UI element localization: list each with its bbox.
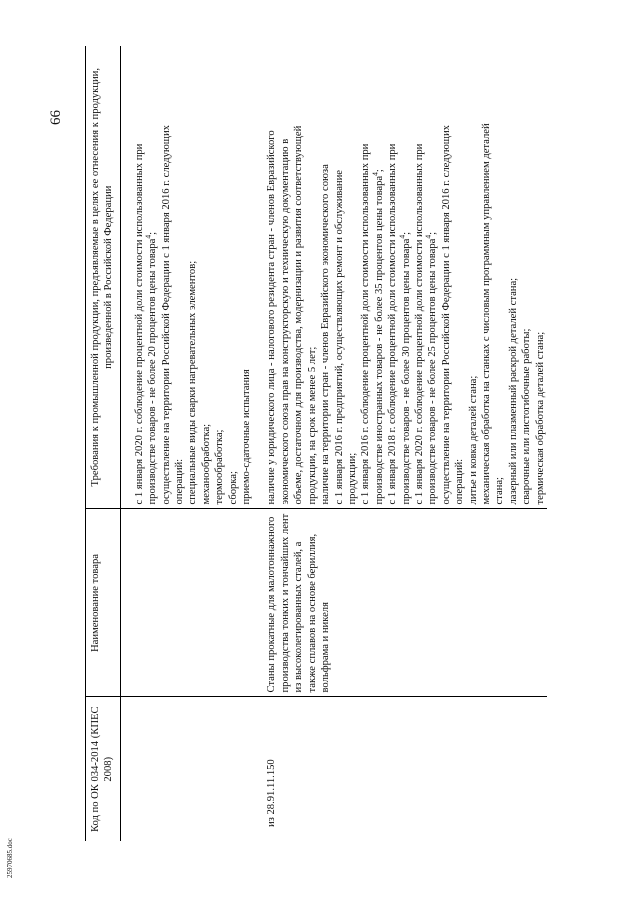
requirement-text: механообработка; <box>200 423 212 505</box>
requirement-line <box>440 50 453 505</box>
table-header-row <box>86 46 121 841</box>
requirement-text: лазерный или плазменный раскрой деталей стана; <box>507 277 519 505</box>
requirement-text: с 1 января 2018 г. соблюдение процентной доли стоимости использованных при <box>387 143 399 505</box>
requirement-line <box>520 50 533 505</box>
requirement-line <box>200 50 213 505</box>
cell-goods-name <box>133 509 254 697</box>
footnote-marker: 4 <box>143 234 153 239</box>
requirement-line <box>186 50 199 505</box>
requirement-line <box>386 50 399 505</box>
cell-code <box>133 697 254 841</box>
requirement-line <box>346 50 359 505</box>
requirement-line <box>173 50 186 505</box>
requirement-text: производстве иностранных товаров - не более 35 процентов цены товара <box>373 175 385 505</box>
table-row <box>133 46 254 841</box>
cell-requirements <box>133 46 254 509</box>
requirement-text: специальные виды сварки нагревательных элементов; <box>187 260 199 505</box>
requirement-text: объеме, достаточном для производства, модернизации и развития соответствующей <box>293 125 305 505</box>
requirement-line <box>534 50 547 505</box>
requirement-line <box>333 50 346 505</box>
requirement-text: стана; <box>494 477 506 505</box>
row-spacer <box>120 46 133 841</box>
requirement-line <box>467 50 480 505</box>
footnote-marker: 4 <box>423 234 433 239</box>
requirement-text: осуществление на территории Российской Федерации с 1 января 2016 г. следующих <box>160 125 172 505</box>
requirement-line <box>453 50 466 505</box>
cell-code: из 28.91.11.150 <box>266 759 278 827</box>
requirement-text: операций: <box>454 458 466 505</box>
footnote-marker: 4 <box>397 234 406 239</box>
requirement-line <box>240 50 253 505</box>
table-row <box>265 46 547 841</box>
requirement-text: термическая обработка деталей стана; <box>534 331 546 505</box>
requirement-line <box>413 50 426 505</box>
header-name: Наименование товара <box>86 509 121 697</box>
requirement-line <box>507 50 520 505</box>
requirement-text: наличие у юридического лица - налогового резидента стран - членов Евразийского <box>266 130 278 505</box>
requirement-line <box>133 50 146 505</box>
table-body <box>120 46 547 841</box>
cell-goods-name: Станы прокатные для малотоннажного производства тонких и тончайших лент из высоколегированных сталей, а также сплавов на основе бериллия, вольфрама и никеля <box>265 509 547 697</box>
header-code: Код по ОК 034-2014 (КПЕС 2008) <box>86 697 121 841</box>
requirement-line <box>480 50 493 505</box>
requirement-line <box>213 50 226 505</box>
requirement-text: механическая обработка на станках с числовым программным управлением деталей <box>480 123 492 505</box>
requirement-text: осуществление на территории Российской Федерации с 1 января 2016 г. следующих <box>440 125 452 505</box>
requirement-line <box>265 50 278 505</box>
requirement-text: термообработка; <box>214 429 226 505</box>
requirement-text: продукции; <box>346 452 358 505</box>
requirement-text: наличие на территории стран - членов Евразийского экономического союза <box>320 164 332 505</box>
requirement-line <box>292 50 305 505</box>
requirement-text: литье и ковка деталей стана; <box>467 375 479 505</box>
requirement-line <box>493 50 506 505</box>
requirement-text: с 1 января 2016 г. предприятий, осуществляющих ремонт и обслуживание <box>333 170 345 505</box>
document-id: 25970685.doc <box>6 838 14 878</box>
requirement-text: производстве товаров - не более 20 процентов цены товара <box>147 238 159 505</box>
requirement-text: сборка; <box>227 471 239 505</box>
footnote-marker: 4 <box>370 172 380 176</box>
requirement-line <box>160 50 173 505</box>
requirement-line: производстве товаров - не более 25 процентов цены товара$^4$; <box>423 231 439 505</box>
requirement-text: приемо-сдаточные испытания <box>241 369 253 505</box>
requirement-text: производстве товаров - не более 25 процентов цены товара <box>427 238 439 505</box>
requirement-line: производстве товаров - не более 20 процентов цены товара$^4$; <box>143 231 159 505</box>
requirement-text: продукции, на срок не менее 5 лет; <box>306 346 318 505</box>
requirement-line <box>306 50 319 505</box>
requirement-text: производстве товаров - не более 30 процентов цены товара <box>400 238 412 505</box>
requirement-line <box>279 50 292 505</box>
requirements-table <box>85 46 547 841</box>
row-spacer <box>253 46 265 841</box>
requirement-line <box>359 50 372 505</box>
requirement-line <box>227 50 240 505</box>
requirement-line: производстве товаров - не более 30 процентов цены товара$^4$; <box>397 231 412 505</box>
requirement-text: экономического союза прав на конструкторскую и техническую документацию в <box>279 138 291 505</box>
requirement-text: сварочные или листогибочные работы; <box>521 328 533 505</box>
cell-requirements <box>265 46 547 509</box>
page-number: 66 <box>48 110 64 125</box>
requirement-text: операций: <box>174 458 186 505</box>
requirement-text: с 1 января 2020 г. соблюдение процентной доли стоимости использованных при <box>413 143 425 505</box>
header-requirements: Требования к промышленной продукции, предъявляемые в целях ее отнесения к продукции, произведенной в Российской Федерации <box>86 46 121 509</box>
requirement-text: с 1 января 2020 г. соблюдение процентной доли стоимости использованных при <box>133 143 145 505</box>
requirement-line <box>319 50 332 505</box>
requirement-line: производстве иностранных товаров - не более 35 процентов цены товара$^4$; <box>370 169 385 505</box>
requirement-text: с 1 января 2016 г. соблюдение процентной доли стоимости использованных при <box>360 143 372 505</box>
